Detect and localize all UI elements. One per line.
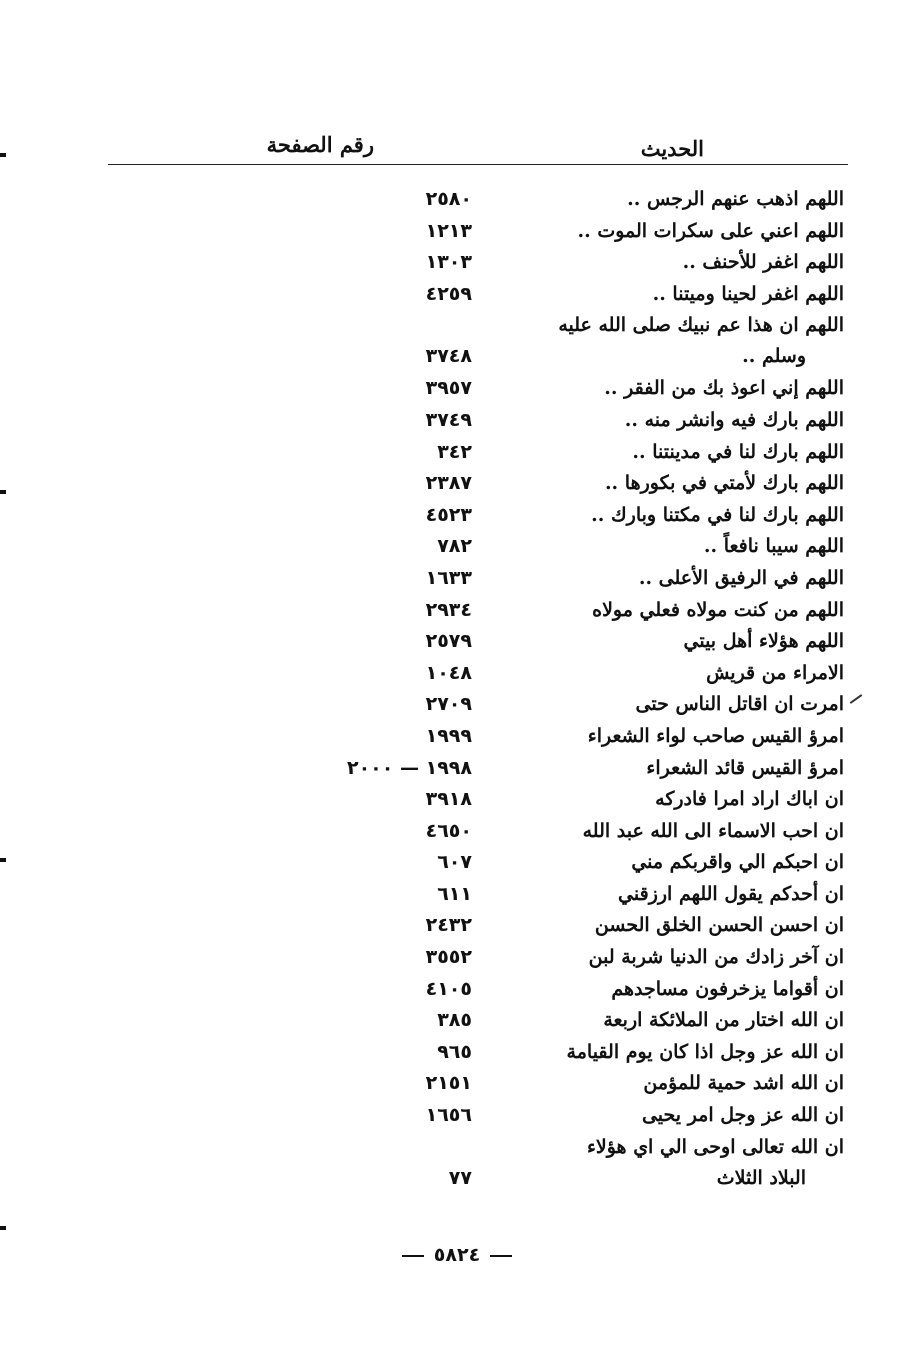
hadith-text-continuation: وسلم .. <box>742 345 806 368</box>
hadith-text <box>618 879 844 910</box>
hadith-text-line: اللهم في الرفيق الأعلى .. <box>638 566 844 589</box>
hadith-text <box>589 942 844 973</box>
page-reference: ١٢١٣ <box>425 219 472 242</box>
index-entry <box>0 308 914 371</box>
page-reference: ٦٠٧ <box>437 851 472 874</box>
page-reference: ٩٦٥ <box>437 1040 472 1063</box>
hadith-text <box>595 910 844 941</box>
hadith-text <box>567 1037 844 1068</box>
hadith-text <box>611 974 844 1005</box>
hadith-text-line: اللهم سيبا نافعاً .. <box>703 535 844 558</box>
index-entry <box>0 498 914 530</box>
hadith-text <box>603 1005 844 1036</box>
page-reference: ١٩٩٩ <box>425 724 472 747</box>
hadith-text <box>643 1068 844 1099</box>
index-entry <box>0 782 914 814</box>
scan-edge-mark <box>0 1226 6 1230</box>
hadith-text-line: ان الله تعالى اوحى الي اي هؤلاء <box>586 1135 844 1158</box>
page-reference: ٤١٠٥ <box>425 977 472 1000</box>
index-entry <box>0 593 914 625</box>
index-entry <box>0 245 914 277</box>
header-divider <box>108 164 848 165</box>
hadith-text <box>639 563 844 594</box>
hadith-text-line: اللهم اغفر للأحنف .. <box>682 251 844 274</box>
hadith-text-line: ان أحدكم يقول اللهم ارزقني <box>618 882 844 905</box>
hadith-text-line: اللهم بارك لنا في مكتنا وبارك .. <box>591 503 844 526</box>
page-reference: ٣٨٥ <box>437 1009 472 1032</box>
index-entry <box>0 687 914 719</box>
hadith-text-line: ان احبكم الي واقربكم مني <box>631 851 844 874</box>
page-number-column-title: رقم الصفحة <box>266 132 374 157</box>
hadith-text <box>605 468 844 499</box>
hadith-text <box>631 847 844 878</box>
hadith-text-line: ان احسن الحسن الخلق الحسن <box>594 914 844 937</box>
hadith-text <box>583 816 844 847</box>
index-entry <box>0 814 914 846</box>
index-entry <box>0 371 914 403</box>
index-entry <box>0 182 914 214</box>
index-entry <box>0 435 914 467</box>
hadith-text-line: امرؤ القيس صاحب لواء الشعراء <box>587 724 844 747</box>
index-entry <box>0 719 914 751</box>
page-footer <box>0 1244 914 1266</box>
page-reference: ٤٥٢٣ <box>425 503 472 526</box>
hadith-text <box>587 1132 844 1194</box>
hadith-text-line: اللهم اغفر لحينا وميتنا .. <box>652 282 844 305</box>
page-reference: ١٦٣٣ <box>425 566 472 589</box>
index-entry <box>0 656 914 688</box>
hadith-text-line: ان آخر زادك من الدنيا شربة لبن <box>588 946 844 969</box>
hadith-text-line: ان الله اختار من الملائكة اربعة <box>603 1009 844 1032</box>
page-reference: ٣٩٥٧ <box>425 377 472 400</box>
hadith-text-line: اللهم من كنت مولاه فعلي مولاه <box>592 598 844 621</box>
index-entry <box>0 624 914 656</box>
index-entry <box>0 908 914 940</box>
page-reference: ٧٧ <box>448 1166 472 1189</box>
hadith-text-line: ان احب الاسماء الى الله عبد الله <box>582 819 844 842</box>
hadith-text-line: اللهم بارك لأمتي في بكورها .. <box>604 472 844 495</box>
index-entry <box>0 277 914 309</box>
hadith-text <box>653 279 844 310</box>
footer-dash-right <box>490 1255 512 1257</box>
index-entry <box>0 214 914 246</box>
page-reference: ٤٦٥٠ <box>425 819 472 842</box>
page-reference: ١٠٤٨ <box>425 661 472 684</box>
hadith-text-line: ان اباك اراد امرا فادركه <box>655 788 844 811</box>
index-entry <box>0 466 914 498</box>
page-reference: ٢٩٣٤ <box>425 598 472 621</box>
hadith-column-title: الحديث <box>640 136 704 161</box>
hadith-text <box>632 437 844 468</box>
index-entry <box>0 940 914 972</box>
hadith-text-line: امرت ان اقاتل الناس حتى <box>635 693 844 716</box>
page-reference: ٣٥٥٢ <box>425 946 472 969</box>
page-reference: ٢١٥١ <box>425 1072 472 1095</box>
index-list <box>0 182 914 1193</box>
hadith-text-line: اللهم إني اعوذ بك من الفقر .. <box>604 377 844 400</box>
hadith-text <box>684 626 845 657</box>
page-reference: ٢٤٣٢ <box>425 914 472 937</box>
hadith-text-line: اللهم هؤلاء أهل بيتي <box>683 630 844 653</box>
hadith-text <box>636 689 844 720</box>
page-reference: ٢٥٨٠ <box>425 188 472 210</box>
page-reference: ٢٥٧٩ <box>425 630 472 653</box>
scan-edge-mark <box>0 490 6 494</box>
page-reference: ٣٧٤٩ <box>425 408 472 431</box>
hadith-text <box>683 247 844 278</box>
hadith-text-line: ان أقواما يزخرفون مساجدهم <box>611 977 844 1000</box>
hadith-text <box>577 216 844 247</box>
index-entry <box>0 845 914 877</box>
hadith-text <box>604 373 844 404</box>
hadith-text-line: ان الله اشد حمية للمؤمن <box>643 1072 844 1095</box>
hadith-text <box>642 1100 844 1131</box>
page-reference: ١٩٩٨ — ٢٠٠٠ <box>346 756 472 779</box>
hadith-text <box>625 405 844 436</box>
hadith-text-line: امرؤ القيس قائد الشعراء <box>646 756 844 779</box>
hadith-text-line: ان الله عز وجل امر يحيى <box>641 1104 844 1127</box>
hadith-text <box>655 784 844 815</box>
hadith-text <box>558 310 844 372</box>
page-reference: ٧٨٢ <box>437 535 472 558</box>
scan-edge-mark <box>0 153 6 157</box>
scan-edge-mark <box>0 858 6 862</box>
hadith-text <box>627 184 844 215</box>
hadith-text <box>591 500 844 531</box>
hadith-text-line: اللهم بارك لنا في مدينتنا .. <box>632 440 844 463</box>
table-header <box>0 132 914 172</box>
page-reference: ٦١١ <box>437 882 472 905</box>
footer-dash-left <box>402 1255 424 1257</box>
hadith-text-line: اللهم ان هذا عم نبيك صلى الله عليه <box>558 314 844 337</box>
hadith-text-continuation: البلاد الثلاث <box>716 1166 806 1189</box>
index-entry <box>0 1130 914 1193</box>
hadith-text-line: الامراء من قريش <box>706 661 844 684</box>
hadith-text <box>706 658 844 689</box>
page-reference: ٤٢٥٩ <box>425 282 472 305</box>
page-reference: ٢٧٠٩ <box>425 693 472 716</box>
index-entry <box>0 403 914 435</box>
index-entry <box>0 1003 914 1035</box>
hadith-text <box>592 595 844 626</box>
index-entry <box>0 561 914 593</box>
page-reference: ٣٩١٨ <box>425 788 472 811</box>
hadith-text <box>704 531 844 562</box>
page-reference: ٣٤٢ <box>437 440 472 463</box>
index-entry <box>0 972 914 1004</box>
index-entry <box>0 877 914 909</box>
hadith-text-line: اللهم اذهب عنهم الرجس .. <box>627 188 844 210</box>
footer-page-number: ٥٨٢٤ <box>433 1244 481 1266</box>
index-entry <box>0 1035 914 1067</box>
index-entry <box>0 1066 914 1098</box>
index-entry <box>0 1098 914 1130</box>
hadith-text <box>646 753 844 784</box>
page-reference: ١٦٥٦ <box>425 1104 472 1127</box>
index-entry <box>0 751 914 783</box>
hadith-text <box>588 721 844 752</box>
page-reference: ٢٣٨٧ <box>425 472 472 495</box>
hadith-text-line: اللهم اعني على سكرات الموت .. <box>577 219 844 242</box>
hadith-text-line: ان الله عز وجل اذا كان يوم القيامة <box>566 1040 844 1063</box>
page-reference: ١٣٠٣ <box>425 251 472 274</box>
index-entry <box>0 529 914 561</box>
hadith-text-line: اللهم بارك فيه وانشر منه .. <box>624 408 844 431</box>
page-reference: ٣٧٤٨ <box>425 345 472 368</box>
